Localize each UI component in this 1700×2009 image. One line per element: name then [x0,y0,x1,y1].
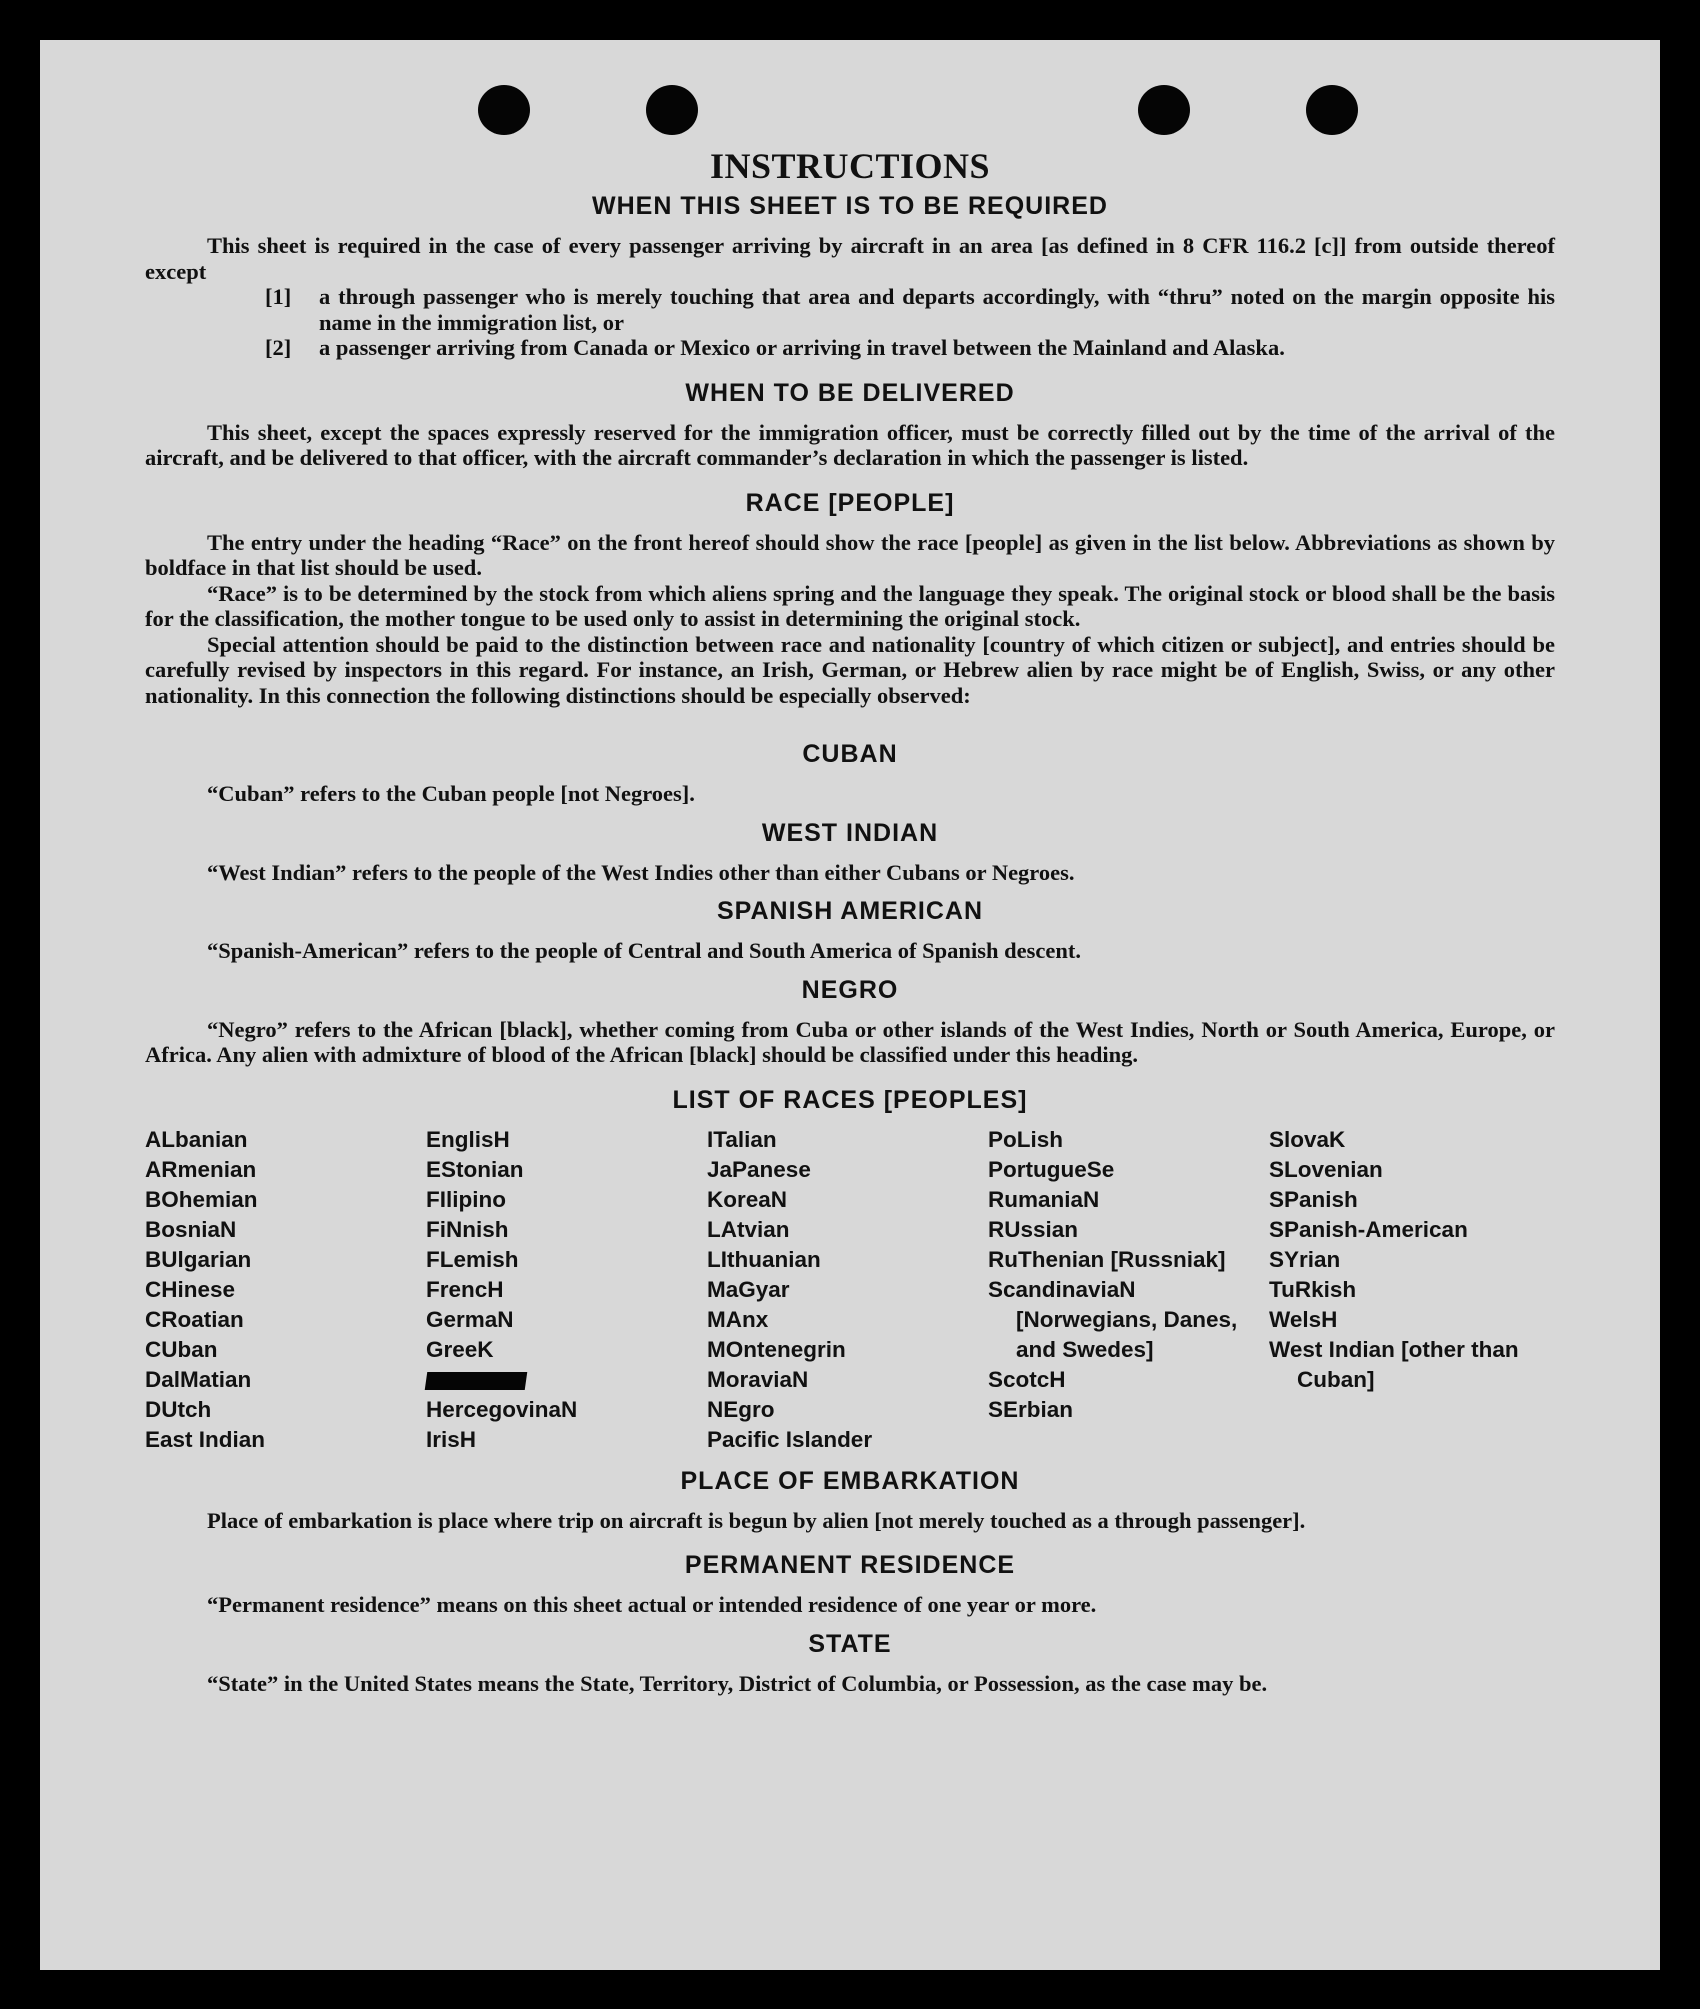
race-entry: SYrian [1269,1246,1341,1272]
exception-number: [1] [265,284,292,309]
redacted-entry [426,1365,707,1395]
race-entry: RuThenian [Russniak] [988,1246,1226,1272]
races-column [707,1125,988,1455]
exception-item [265,335,1555,361]
instructions-body [145,192,1555,1696]
race-entry: CUban [145,1336,218,1362]
heading-race: RACE [PEOPLE] [745,488,955,517]
race-entry: TuRkish [1269,1276,1357,1302]
race-entry: ITalian [707,1126,777,1152]
race-entry: FiNnish [426,1216,509,1242]
west-indian-text: “West Indian” refers to the people of the West Indies other than either Cubans or Negroes. [207,859,1075,885]
cuban-text: “Cuban” refers to the Cuban people [not Negroes]. [207,781,695,806]
heading-required: WHEN THIS SHEET IS TO BE REQUIRED [592,192,1108,220]
punch-hole [1306,85,1358,135]
exception-list [145,284,1555,361]
race-entry: LAtvian [707,1216,790,1242]
delivered-text: This sheet, except the spaces expressly reserved for the immigration officer, must be correctly filled out by the time of the arrival of the aircraft, and be delivered to that officer, with the aircraft commander’s declaration in which the passenger is listed. [145,419,1555,470]
race-entry: East Indian [145,1426,266,1452]
heading-cuban: CUBAN [802,740,898,768]
races-column [426,1125,707,1455]
heading-delivered: WHEN TO BE DELIVERED [685,378,1015,407]
race-entry: DalMatian [145,1366,252,1392]
exception-text: a through passenger who is merely touching that area and departs accordingly, with “thru” noted on the margin opposite his name in the immigration list, or [319,284,1555,335]
races-column [145,1125,426,1455]
state-text: “State” in the United States means the State, Territory, District of Columbia, or Possession, as the case may be. [207,1670,1268,1696]
race-entry: MaGyar [707,1276,790,1302]
race-entry: BUlgarian [145,1246,252,1272]
punch-hole [478,85,530,135]
race-entry: MAnx [707,1306,769,1332]
heading-spanish-american: SPANISH AMERICAN [716,897,983,925]
heading-list-of-races: LIST OF RACES [PEOPLES] [672,1085,1028,1114]
race-entry: PoLish [988,1126,1064,1152]
race-entry: GermaN [426,1306,514,1332]
residence-text: “Permanent residence” means on this sheet actual or intended residence of one year or more. [207,1592,1097,1617]
race-entry: West Indian [other than Cuban] [1269,1336,1519,1392]
race-paragraph-1: The entry under the heading “Race” on the front hereof should show the race [people] as given in the list below. Abbreviations as shown by boldface in that list should be used. [145,529,1555,580]
race-entry: SPanish-American [1269,1216,1468,1242]
race-entry: HercegovinaN [426,1396,578,1422]
embarkation-text: Place of embarkation is place where trip on aircraft is begun by alien [not merely touched as a through passenger]. [207,1507,1306,1533]
required-intro: This sheet is required in the case of every passenger arriving by aircraft in an area [as defined in 8 CFR 116.2 [c]] from outside thereof except [145,233,1555,284]
race-entry: JaPanese [707,1156,811,1182]
race-entry: SErbian [988,1396,1074,1422]
exception-number: [2] [265,335,292,360]
race-entry: ScandinaviaN [Norwegians, Danes, and Swedes] [988,1276,1238,1362]
race-entry: DUtch [145,1396,212,1422]
spanish-american-text: “Spanish-American” refers to the people of Central and South America of Spanish descent. [207,938,1081,963]
page-title: INSTRUCTIONS [709,146,991,186]
race-entry: LIthuanian [707,1246,821,1272]
race-paragraph-2: “Race” is to be determined by the stock from which aliens spring and the language they speak. The original stock or blood shall be the basis for the classification, the mother tongue to be used only to assist in determining the original stock. [145,580,1555,631]
heading-negro: NEGRO [801,975,899,1004]
race-entry: RUssian [988,1216,1079,1242]
race-entry: SlovaK [1269,1126,1346,1152]
heading-embarkation: PLACE OF EMBARKATION [680,1466,1020,1495]
race-entry: FIlipino [426,1186,506,1212]
exception-text: a passenger arriving from Canada or Mexico or arriving in travel between the Mainland and Alaska. [319,335,1285,360]
exception-item [265,284,1555,335]
race-entry: ARmenian [145,1156,257,1182]
race-entry: MOntenegrin [707,1336,846,1362]
heading-state: STATE [808,1629,892,1658]
races-column [988,1125,1269,1455]
race-entry: NEgro [707,1396,775,1422]
punch-holes [40,85,1660,145]
punch-hole [1138,85,1190,135]
redaction-mark [425,1372,528,1390]
race-entry: KoreaN [707,1186,788,1212]
race-entry: EnglisH [426,1126,510,1152]
race-entry: FLemish [426,1246,519,1272]
punch-hole [646,85,698,135]
races-column [1269,1125,1550,1455]
race-entry: ScotcH [988,1366,1066,1392]
race-entry: CHinese [145,1276,236,1302]
heading-residence: PERMANENT RESIDENCE [684,1551,1016,1579]
race-entry: MoraviaN [707,1366,809,1392]
race-entry: IrisH [426,1426,477,1452]
race-entry: GreeK [426,1336,494,1362]
race-entry: SLovenian [1269,1156,1383,1182]
race-entry: BOhemian [145,1186,258,1212]
races-list [145,1125,1555,1455]
race-entry: RumaniaN [988,1186,1100,1212]
race-entry: EStonian [426,1156,524,1182]
race-entry: CRoatian [145,1306,244,1332]
race-entry: SPanish [1269,1186,1358,1212]
race-entry: Pacific Islander [707,1426,873,1452]
race-paragraph-3: Special attention should be paid to the distinction between race and nationality [country of which citizen or subject], and entries should be carefully revised by inspectors in this regard. For instance, an Irish, German, or Hebrew alien by race might be of English, Swiss, or any other nationality. In this connection the following distinctions should be especially observed: [145,631,1555,708]
race-entry: WelsH [1269,1306,1338,1332]
race-entry: PortugueSe [988,1156,1115,1182]
race-entry: ALbanian [145,1126,248,1152]
race-entry: FrencH [426,1276,504,1302]
instruction-sheet [40,40,1660,1970]
negro-text: “Negro” refers to the African [black], whether coming from Cuba or other islands of the West Indies, North or South America, Europe, or Africa. Any alien with admixture of blood of the African [black] should be classified under this heading. [145,1016,1555,1067]
race-entry: BosniaN [145,1216,237,1242]
heading-west-indian: WEST INDIAN [761,818,939,847]
